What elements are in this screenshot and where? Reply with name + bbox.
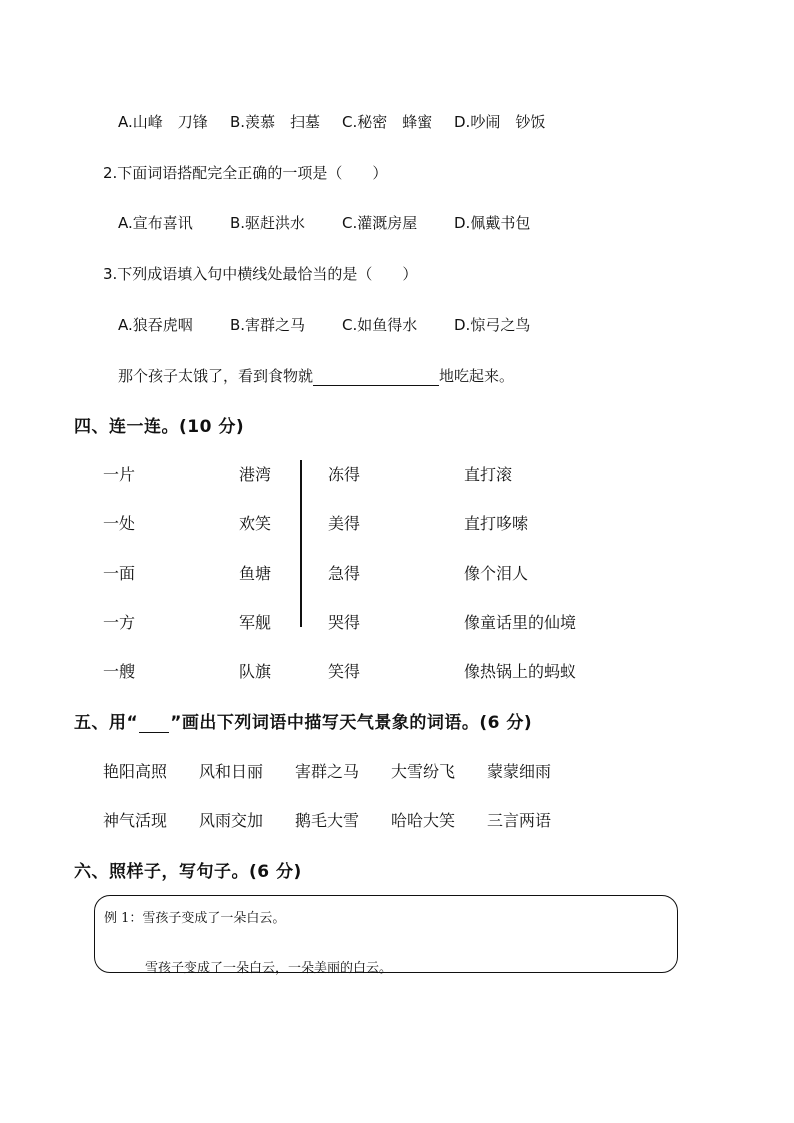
section5-title (74, 708, 532, 733)
q2-option-b: B.驱赶洪水 (230, 214, 306, 232)
word-item[interactable]: 三言两语 (487, 811, 552, 830)
q3-option-b: B.害群之马 (230, 316, 306, 334)
match-left-item[interactable]: 一片 (103, 465, 136, 484)
match-right-item[interactable]: 冻得 (328, 465, 361, 484)
match-left-item[interactable]: 一艘 (103, 662, 136, 681)
q2-option-d: D.佩戴书包 (454, 214, 531, 232)
q1-option-a: A.山峰 刀锋 (118, 113, 208, 131)
match-right-item[interactable]: 哭得 (328, 613, 361, 632)
q3-option-c: C.如鱼得水 (342, 316, 418, 334)
match-left-target[interactable]: 欢笑 (239, 514, 272, 533)
q3-option-a: A.狼吞虎咽 (118, 316, 193, 334)
underline-sample (139, 718, 169, 733)
section5-title-before: 五、用“ (74, 713, 139, 733)
q3-sentence-before: 那个孩子太饿了，看到食物就 (118, 367, 314, 385)
match-left-target[interactable]: 军舰 (239, 613, 272, 632)
word-item[interactable]: 蒙蒙细雨 (487, 762, 552, 781)
match-left-item[interactable]: 一方 (103, 613, 136, 632)
match-right-item[interactable]: 笑得 (328, 662, 361, 681)
q3-sentence-after: 地吃起来。 (439, 367, 515, 385)
match-left-item[interactable]: 一面 (103, 564, 136, 583)
word-item[interactable]: 哈哈大笑 (391, 811, 456, 830)
q3-sentence (118, 365, 514, 386)
section4-divider (300, 460, 302, 627)
q3-option-d: D.惊弓之鸟 (454, 316, 531, 334)
word-item[interactable]: 风和日丽 (199, 762, 264, 781)
example-line-1: 例 1：雪孩子变成了一朵白云。 (104, 911, 286, 926)
q2-option-a: A.宣布喜讯 (118, 214, 193, 232)
q3-stem: 3.下列成语填入句中横线处最恰当的是（ ） (103, 265, 418, 283)
q2-stem: 2.下面词语搭配完全正确的一项是（ ） (103, 164, 388, 182)
match-right-target[interactable]: 像个泪人 (464, 564, 529, 583)
match-right-target[interactable]: 直打滚 (464, 465, 513, 484)
q1-option-d: D.吵闹 钞饭 (454, 113, 546, 131)
example-line-2: 雪孩子变成了一朵白云，一朵美丽的白云。 (145, 961, 393, 976)
word-item[interactable]: 神气活现 (103, 811, 168, 830)
word-item[interactable]: 风雨交加 (199, 811, 264, 830)
q3-answer-blank[interactable] (313, 369, 439, 386)
section5-title-after: ”画出下列词语中描写天气景象的词语。(6 分) (170, 713, 533, 733)
section6-title: 六、照样子，写句子。(6 分) (74, 862, 302, 882)
word-item[interactable]: 害群之马 (295, 762, 360, 781)
match-right-target[interactable]: 像热锅上的蚂蚁 (464, 662, 577, 681)
match-left-item[interactable]: 一处 (103, 514, 136, 533)
word-item[interactable]: 艳阳高照 (103, 762, 168, 781)
q2-option-c: C.灌溉房屋 (342, 214, 418, 232)
q1-option-c: C.秘密 蜂蜜 (342, 113, 433, 131)
match-right-item[interactable]: 美得 (328, 514, 361, 533)
match-left-target[interactable]: 港湾 (239, 465, 272, 484)
match-left-target[interactable]: 鱼塘 (239, 564, 272, 583)
word-item[interactable]: 鹅毛大雪 (295, 811, 360, 830)
q1-option-b: B.羡慕 扫墓 (230, 113, 321, 131)
section4-title: 四、连一连。(10 分) (74, 417, 245, 437)
match-left-target[interactable]: 队旗 (239, 662, 272, 681)
match-right-target[interactable]: 直打哆嗦 (464, 514, 529, 533)
match-right-target[interactable]: 像童话里的仙境 (464, 613, 577, 632)
word-item[interactable]: 大雪纷飞 (391, 762, 456, 781)
match-right-item[interactable]: 急得 (328, 564, 361, 583)
